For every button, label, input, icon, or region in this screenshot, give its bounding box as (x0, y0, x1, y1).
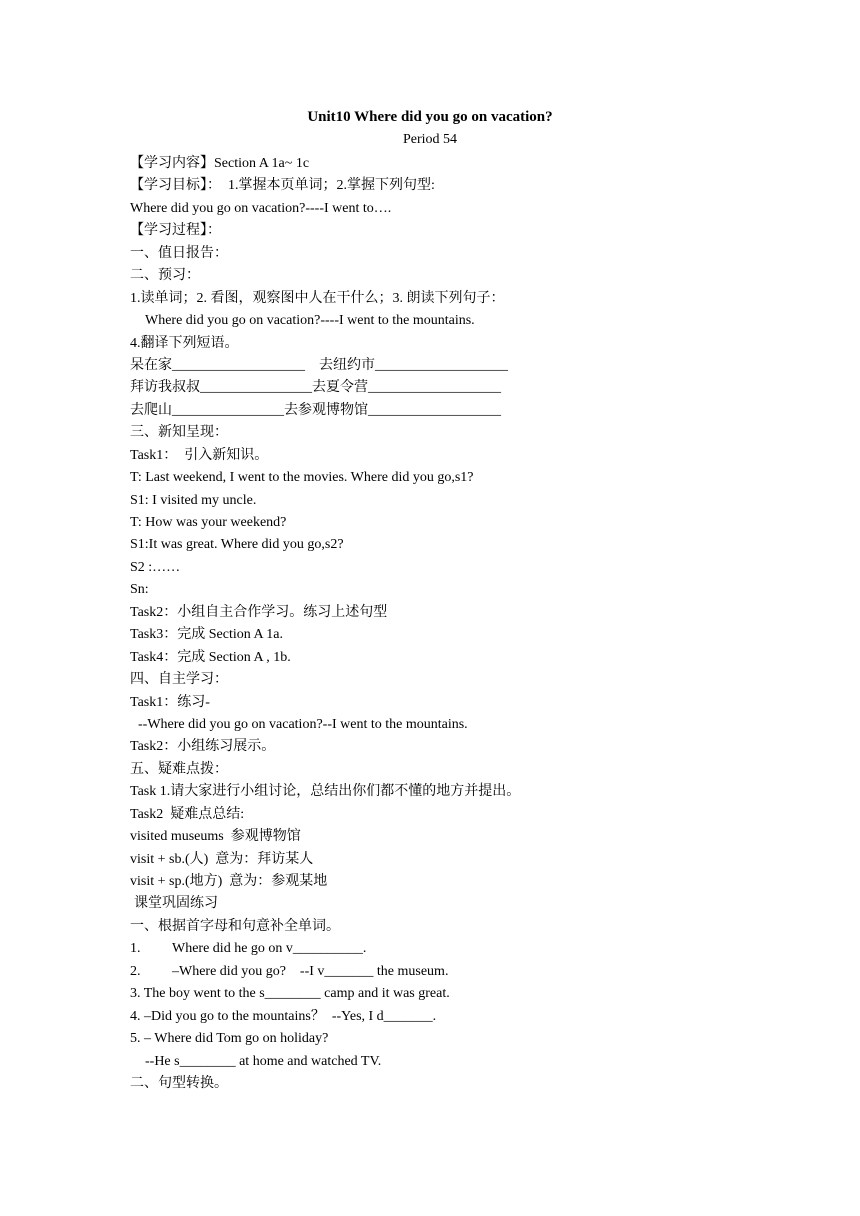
target-sentence: Where did you go on vacation?----I went to…. (130, 200, 392, 216)
self-task1-sentence: --Where did you go on vacation?--I went to the mountains. (138, 716, 468, 732)
exercise-2-heading: 二、句型转换。 (130, 1075, 228, 1091)
task2-group: Task2：小组自主合作学习。练习上述句型 (130, 604, 388, 620)
period-label: Period 54 (402, 132, 458, 147)
translate-row-1: 呆在家___________________ 去纽约市___________________ (130, 357, 508, 373)
difficulty-task1: Task 1.请大家进行小组讨论，总结出你们都不懂的地方并提出。 (130, 784, 521, 800)
section-preview: 二、预习： (130, 268, 200, 284)
task1-intro: Task1： 引入新知识。 (130, 447, 269, 463)
exercise-item-1 (130, 938, 830, 960)
translate-row-3: 去爬山________________去参观博物馆___________________ (130, 402, 501, 418)
translate-row-2: 拜访我叔叔________________去夏令营___________________ (130, 380, 501, 396)
exercise-1-heading: 一、根据首字母和句意补全单词。 (130, 918, 340, 934)
note-visit-person: visit + sb.(人) 意为：拜访某人 (130, 851, 314, 867)
study-content: 【学习内容】Section A 1a~ 1c (130, 156, 310, 171)
exercise-item-2 (130, 961, 830, 983)
dialogue-line: S1:It was great. Where did you go,s2? (130, 537, 344, 553)
document-body (130, 153, 830, 1095)
study-goals: 【学习目标】： 1.掌握本页单词；2.掌握下列句型: (130, 178, 435, 194)
exercise-item-3: 3. The boy went to the s________ camp and it was great. (130, 986, 450, 1002)
self-task1: Task1：练习- (130, 694, 210, 710)
task3: Task3：完成 Section A 1a. (130, 627, 284, 643)
task4: Task4：完成 Section A , 1b. (130, 649, 291, 665)
difficulty-task2: Task2 疑难点总结: (130, 806, 245, 822)
dialogue-line: S2 :…… (130, 559, 181, 575)
unit-title: Unit10 Where did you go on vacation? (307, 109, 553, 125)
item-number: 2. (130, 963, 141, 979)
study-process-heading: 【学习过程】： (130, 223, 221, 239)
preview-sentence: Where did you go on vacation?----I went to the mountains. (145, 313, 475, 329)
note-visit-place: visit + sp.(地方) 意为：参观某地 (130, 874, 328, 889)
dialogue-line: S1: I visited my uncle. (130, 492, 257, 508)
section-difficulties: 五、疑难点拨： (130, 761, 228, 777)
translate-heading: 4.翻译下列短语。 (130, 335, 239, 351)
item-text: Where did he go on v__________. (172, 941, 367, 957)
class-practice-heading: 课堂巩固练习 (134, 896, 218, 912)
dialogue-line: T: How was your weekend? (130, 515, 287, 530)
dialogue-line: T: Last weekend, I went to the movies. Where did you go,s1? (130, 470, 474, 486)
section-new-knowledge: 三、新知呈现： (130, 425, 228, 441)
section-self-study: 四、自主学习： (130, 672, 228, 688)
exercise-item-5-answer: --He s________ at home and watched TV. (145, 1053, 382, 1069)
note-visited-museums: visited museums 参观博物馆 (130, 829, 301, 845)
self-task2: Task2：小组练习展示。 (130, 739, 276, 755)
exercise-item-5: 5. – Where did Tom go on holiday? (130, 1031, 329, 1047)
preview-instructions: 1.读单词；2. 看图，观察图中人在干什么；3. 朗读下列句子： (130, 290, 505, 306)
section-duty-report: 一、值日报告： (130, 245, 228, 261)
dialogue-line: Sn: (130, 582, 149, 598)
exercise-item-4: 4. –Did you go to the mountains？ --Yes, I d_______. (130, 1008, 437, 1024)
item-number: 1. (130, 941, 141, 957)
item-text: –Where did you go? --I v_______ the museum. (172, 963, 449, 979)
